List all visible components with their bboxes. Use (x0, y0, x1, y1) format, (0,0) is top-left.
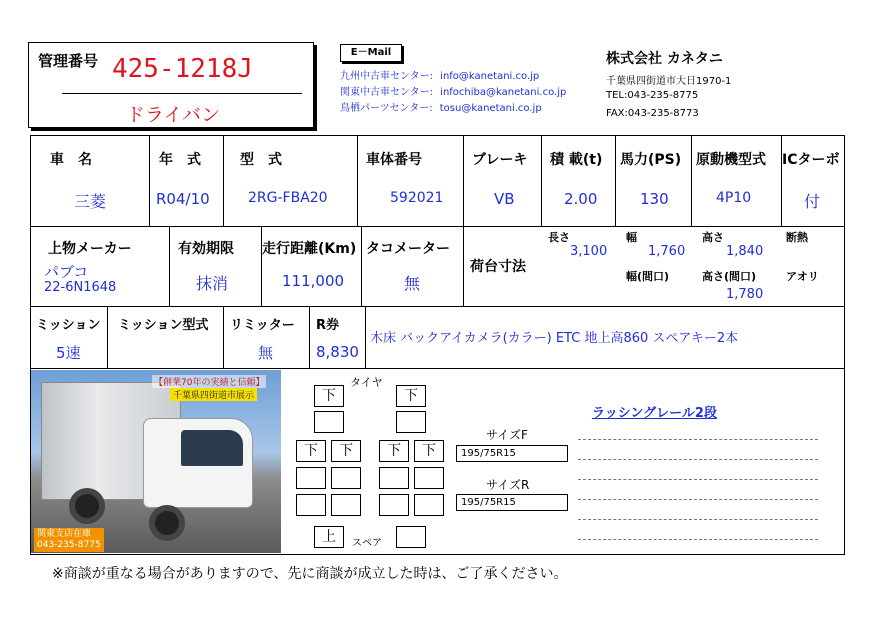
photo-caption-line: 043-235-8775 (37, 540, 101, 550)
note-line (578, 459, 818, 460)
tire-slot (414, 467, 444, 489)
cargo-width-label: 幅 (626, 231, 637, 244)
value-turbo: 付 (804, 192, 821, 211)
header-limiter: リミッター (230, 318, 295, 333)
truck-wheel (149, 505, 185, 541)
body-type: ドライバン (126, 104, 221, 126)
management-number: 425-1218J (112, 54, 253, 84)
photo-caption-line: 関東支店在庫 (37, 529, 92, 539)
note-line (578, 479, 818, 480)
tire-title: タイヤ (350, 376, 383, 389)
cargo-opening-width-label: 幅(間口) (626, 270, 670, 283)
tire-spare-label: スペア (352, 538, 382, 549)
tire-rear: 下 (414, 440, 444, 462)
truck-window (181, 430, 243, 466)
divider (62, 93, 302, 94)
value-validity: 抹消 (196, 274, 229, 293)
value-mission: 5速 (56, 344, 81, 362)
email-label: 鳥栖パーツセンター: (340, 103, 433, 114)
row-divider (31, 226, 844, 227)
value-year: R04/10 (156, 190, 210, 208)
tire-front-right: 下 (396, 385, 426, 407)
size-f-label: サイズF (486, 428, 528, 442)
value-power: 130 (640, 190, 669, 208)
cargo-height: 1,840 (726, 244, 764, 259)
col-divider (615, 136, 616, 226)
tire-rear: 下 (296, 440, 326, 462)
cargo-insulation-label: 断熱 (786, 231, 808, 244)
header-cargo: 荷台寸法 (470, 259, 526, 275)
header-tacho: タコメーター (366, 241, 450, 257)
header-chassis: 車体番号 (366, 152, 422, 168)
row-divider (31, 306, 844, 307)
header-turbo: ICターボ (782, 152, 840, 168)
row-divider (31, 368, 844, 369)
header-year: 年 式 (159, 152, 201, 168)
col-divider (365, 306, 366, 368)
value-equipment: 木床 バックアイカメラ(カラー) ETC 地上高860 スペアキー2本 (370, 331, 739, 346)
header-engine: 原動機型式 (696, 152, 766, 168)
col-divider (223, 136, 224, 226)
col-divider (541, 136, 542, 226)
cargo-opening-height: 1,780 (726, 287, 764, 302)
value-name: 三菱 (74, 192, 107, 211)
tire-slot (379, 494, 409, 516)
col-divider (463, 226, 464, 306)
col-divider (223, 306, 224, 368)
value-limiter: 無 (258, 344, 274, 362)
company-tel: TEL:043-235-8775 (606, 90, 699, 101)
tire-front-left: 下 (314, 385, 344, 407)
tire-slot (296, 467, 326, 489)
cargo-opening-height-label: 高さ(間口) (702, 270, 757, 283)
value-mileage: 111,000 (282, 272, 345, 290)
col-divider (309, 306, 310, 368)
value-brake: VB (494, 190, 515, 208)
tire-slot (414, 494, 444, 516)
cargo-width: 1,760 (648, 244, 686, 259)
tire-slot (296, 494, 326, 516)
photo-caption: 千葉県四街道市展示 (170, 388, 257, 401)
tire-rear: 下 (331, 440, 361, 462)
management-number-label: 管理番号 (38, 52, 99, 70)
col-divider (691, 136, 692, 226)
header-power: 馬力(PS) (620, 152, 682, 168)
col-divider (463, 136, 464, 226)
cargo-length: 3,100 (570, 244, 608, 259)
header-mission: ミッション (36, 318, 101, 333)
header-r-ticket: R券 (316, 318, 340, 333)
note-line (578, 439, 818, 440)
col-divider (107, 306, 108, 368)
value-r-ticket: 8,830 (316, 343, 359, 361)
footer-note: ※商談が重なる場合がありますので、先に商談が成立した時は、ご了承ください。 (52, 566, 568, 582)
tire-rear: 下 (379, 440, 409, 462)
value-tacho: 無 (404, 274, 421, 293)
value-chassis: 592021 (390, 190, 444, 206)
header-mission-type: ミッション型式 (118, 318, 209, 333)
cargo-length-label: 長さ (548, 231, 570, 244)
tire-slot (314, 411, 344, 433)
cargo-height-label: 高さ (702, 231, 724, 244)
truck-wheel (69, 488, 105, 524)
tire-slot (379, 467, 409, 489)
header-validity: 有効期限 (178, 241, 234, 257)
email-row (340, 83, 566, 98)
col-divider (149, 136, 150, 226)
photo-caption-stock (34, 528, 104, 552)
note-line (578, 539, 818, 540)
size-f-value: 195/75R15 (456, 445, 568, 462)
header-maker: 上物メーカー (48, 241, 132, 257)
email-label: 関東中古車センター: (340, 87, 433, 98)
note-line (578, 519, 818, 520)
email-address[interactable]: tosu@kanetani.co.jp (439, 103, 542, 114)
tire-slot (396, 526, 426, 548)
col-divider (169, 226, 170, 306)
company-fax: FAX:043-235-8773 (606, 108, 699, 119)
email-address[interactable]: infochiba@kanetani.co.jp (440, 87, 567, 98)
remark-text: ラッシングレール2段 (592, 406, 717, 421)
value-engine: 4P10 (716, 190, 752, 206)
email-tag: E－Mail (340, 44, 402, 62)
email-address[interactable]: info@kanetani.co.jp (440, 71, 540, 82)
company-address: 千葉県四街道市大日1970-1 (606, 76, 732, 87)
email-row (340, 99, 542, 114)
size-r-label: サイズR (486, 478, 530, 492)
note-line (578, 499, 818, 500)
value-load: 2.00 (564, 190, 598, 208)
value-maker-code: 22-6N1648 (44, 280, 117, 295)
tire-slot (396, 411, 426, 433)
tire-slot (331, 467, 361, 489)
col-divider (361, 226, 362, 306)
col-divider (357, 136, 358, 226)
header-mileage: 走行距離(Km) (262, 241, 357, 257)
size-r-value: 195/75R15 (456, 494, 568, 511)
header-name: 車 名 (50, 152, 92, 168)
email-row (340, 67, 539, 82)
company-name: 株式会社 カネタニ (606, 51, 723, 67)
cargo-gate-label: アオリ (786, 270, 819, 283)
value-maker: パブコ (44, 263, 89, 281)
header-brake: ブレーキ (472, 152, 528, 168)
tire-spare: 上 (314, 526, 344, 548)
tire-slot (331, 494, 361, 516)
header-model: 型 式 (240, 152, 282, 168)
value-model: 2RG-FBA20 (248, 190, 328, 206)
header-load: 積 載(t) (550, 152, 603, 168)
photo-caption: 【創業70年の実績と信頼】 (152, 375, 266, 388)
email-label: 九州中古車センター: (340, 71, 433, 82)
